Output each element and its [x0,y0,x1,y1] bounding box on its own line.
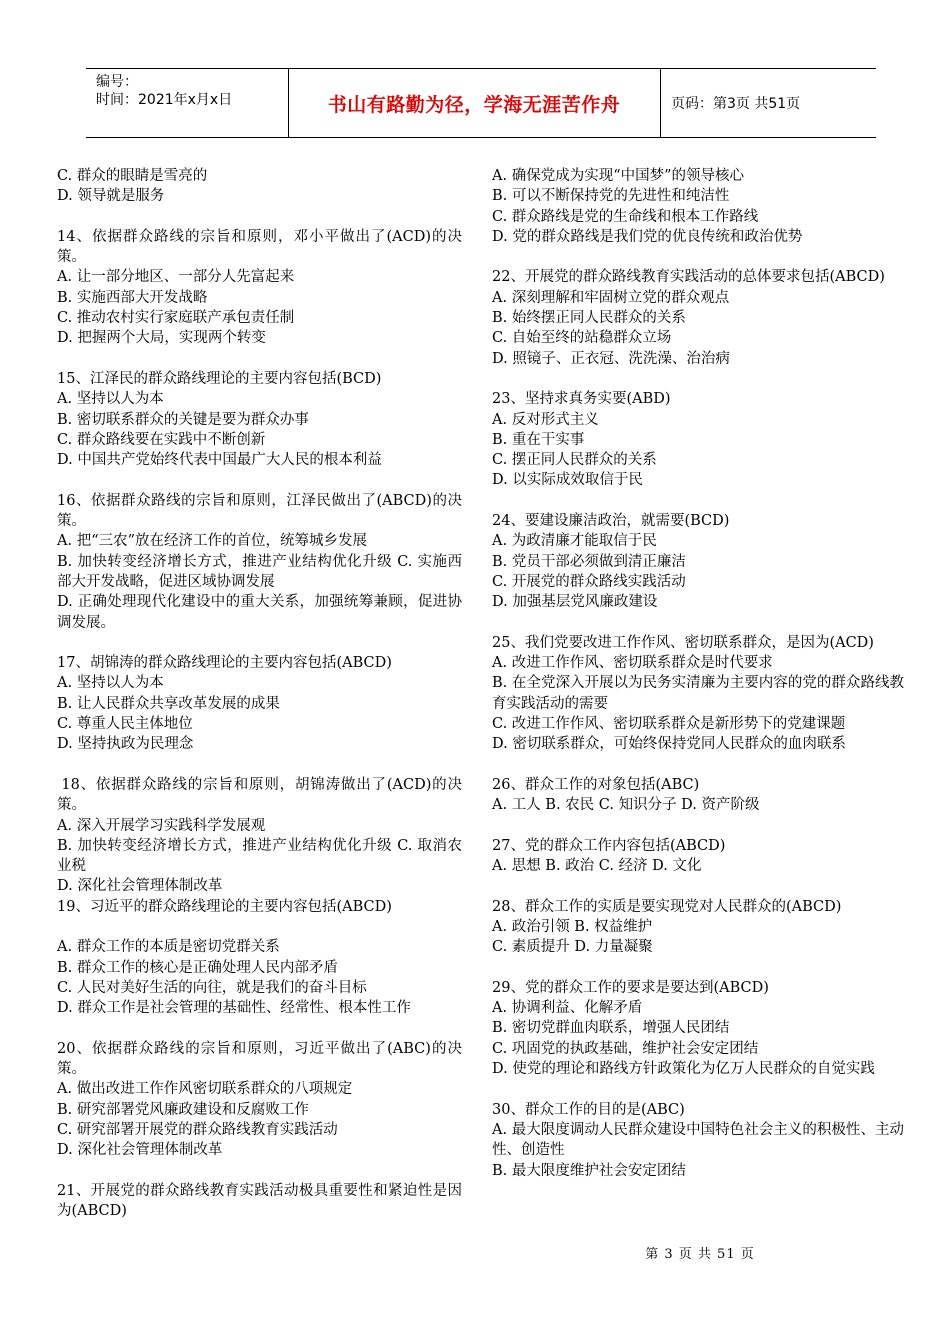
answer-option: C. 群众路线是党的生命线和根本工作路线 [492,208,759,225]
paragraph-gap [492,491,904,511]
answer-option: A. 深入开展学习实践科学发展观 [57,817,266,834]
answer-option: A. 把“三农”放在经济工作的首位，统筹城乡发展 [57,533,368,550]
right-column [492,166,904,1181]
document-time-label: 时间：2021年x月x日 [96,92,233,108]
answer-option: A. 反对形式主义 [492,411,599,428]
paragraph-gap [57,917,462,937]
answer-option: A. 坚持以人为本 [57,391,164,408]
answer-option: D. 领导就是服务 [57,188,165,205]
answer-option: A. 工人 B. 农民 C. 知识分子 D. 资产阶级 [492,797,760,814]
paragraph-gap [492,369,904,389]
answer-option: D. 正确处理现代化建设中的重大关系，加强统筹兼顾，促进协调发展。 [57,594,462,631]
answer-option: D. 深化社会管理体制改革 [57,1142,223,1159]
paragraph-gap [492,958,904,978]
answer-option: B. 可以不断保持党的先进性和纯洁性 [492,188,730,205]
paragraph-gap [57,1161,462,1181]
paragraph-gap [492,876,904,896]
answer-option: A. 做出改进工作作风密切联系群众的八项规定 [57,1081,353,1098]
answer-option: C. 自始至终的站稳群众立场 [492,330,672,347]
answer-option: D. 以实际成效取信于民 [492,472,643,489]
answer-option: D. 把握两个大局，实现两个转变 [57,330,266,347]
paragraph-gap [492,247,904,267]
answer-option: A. 坚持以人为本 [57,675,164,692]
answer-option: B. 密切党群血肉联系，增强人民团结 [492,1020,730,1037]
answer-option: C. 尊重人民主体地位 [57,716,193,733]
answer-option: A. 为政清廉才能取信于民 [492,533,657,550]
question-stem: 19、习近平的群众路线理论的主要内容包括(ABCD) [57,898,392,915]
question-stem: 17、胡锦涛的群众路线理论的主要内容包括(ABCD) [57,655,392,672]
answer-option: D. 深化社会管理体制改革 [57,878,223,895]
question-stem: 16、依据群众路线的宗旨和原则，江泽民做出了(ABCD)的决策。 [57,492,462,530]
question-stem: 24、要建设廉洁政治，就需要(BCD) [492,513,730,530]
question-stem: 29、党的群众工作的要求是要达到(ABCD) [492,979,769,996]
header-page-number: 页码：第3页 共51页 [671,96,801,112]
paragraph-gap [57,1018,462,1038]
paragraph-gap [492,613,904,633]
answer-option: B. 实施西部大开发战略 [57,289,208,306]
question-stem: 27、党的群众工作内容包括(ABCD) [492,837,726,854]
page-footer: 第 3 页 共 51 页 [645,1247,755,1262]
paragraph-gap [492,1079,904,1099]
question-stem: 18、依据群众路线的宗旨和原则，胡锦涛做出了(ACD)的决策。 [57,776,462,814]
question-stem: 21、开展党的群众路线教育实践活动极具重要性和紧迫性是因为(ABCD) [57,1182,462,1220]
answer-option: D. 中国共产党始终代表中国最广大人民的根本利益 [57,452,382,469]
question-stem: 15、江泽民的群众路线理论的主要内容包括(BCD) [57,370,382,387]
question-stem: 23、坚持求真务实要(ABD) [492,391,671,408]
answer-option: B. 研究部署党风廉政建设和反腐败工作 [57,1101,309,1118]
answer-option: C. 改进工作作风、密切联系群众是新形势下的党建课题 [492,716,846,733]
answer-option: A. 让一部分地区、一部分人先富起来 [57,269,295,286]
question-stem: 20、依据群众路线的宗旨和原则，习近平做出了(ABC)的决策。 [57,1040,462,1078]
paragraph-gap [492,816,904,836]
page-header [86,68,876,138]
answer-option: D. 坚持执政为民理念 [57,736,194,753]
header-motto-cell [288,69,661,137]
paragraph-gap [57,207,462,227]
answer-option: C. 素质提升 D. 力量凝聚 [492,939,653,956]
answer-option: B. 党员干部必须做到清正廉洁 [492,553,686,570]
answer-option: B. 加快转变经济增长方式，推进产业结构优化升级 C. 取消农业税 [57,837,462,875]
answer-option: B. 密切联系群众的关键是要为群众办事 [57,411,309,428]
answer-option: A. 思想 B. 政治 C. 经济 D. 文化 [492,858,702,875]
question-stem: 28、群众工作的实质是要实现党对人民群众的(ABCD) [492,898,842,915]
document-number-label: 编号： [96,74,138,90]
left-column [57,166,462,1221]
answer-option: B. 加快转变经济增长方式，推进产业结构优化升级 C. 实施西部大开发战略，促进区域协调发展 [57,553,462,590]
paragraph-gap [57,755,462,775]
answer-option: C. 巩固党的执政基础，维护社会安定团结 [492,1040,759,1057]
question-stem: 22、开展党的群众路线教育实践活动的总体要求包括(ABCD) [492,269,885,286]
answer-option: A. 最大限度调动人民群众建设中国特色社会主义的积极性、主动性、创造性 [492,1121,904,1159]
answer-option: C. 推动农村实行家庭联产承包责任制 [57,310,295,327]
header-motto: 书山有路勤为径，学海无涯苦作舟 [327,94,621,116]
answer-option: C. 开展党的群众路线实践活动 [492,573,686,590]
answer-option: D. 党的群众路线是我们党的优良传统和政治优势 [492,228,803,245]
answer-option: D. 使党的理论和路线方针政策化为亿万人民群众的自觉实践 [492,1061,875,1078]
paragraph-gap [492,755,904,775]
answer-option: A. 改进工作作风、密切联系群众是时代要求 [492,655,773,672]
answer-option: C. 摆正同人民群众的关系 [492,452,657,469]
answer-option: D. 加强基层党风廉政建设 [492,594,658,611]
question-stem: 30、群众工作的目的是(ABC) [492,1101,685,1118]
answer-option: A. 确保党成为实现“中国梦”的领导核心 [492,168,745,184]
paragraph-gap [57,470,462,490]
answer-option: A. 深刻理解和牢固树立党的群众观点 [492,289,730,306]
paragraph-gap [57,633,462,653]
answer-option: B. 重在干实事 [492,431,585,448]
answer-option: B. 最大限度维护社会安定团结 [492,1162,686,1179]
answer-option: B. 群众工作的核心是正确处理人民内部矛盾 [57,959,338,976]
answer-option: C. 群众的眼睛是雪亮的 [57,168,208,184]
answer-option: A. 群众工作的本质是密切党群关系 [57,939,280,956]
answer-option: B. 让人民群众共享改革发展的成果 [57,695,280,712]
answer-option: A. 协调利益、化解矛盾 [492,1000,643,1017]
header-page-cell [661,69,876,137]
answer-option: B. 始终摆正同人民群众的关系 [492,310,686,327]
answer-option: D. 群众工作是社会管理的基础性、经常性、根本性工作 [57,1000,411,1017]
answer-option: D. 密切联系群众，可始终保持党同人民群众的血肉联系 [492,736,846,753]
answer-option: B. 在全党深入开展以为民务实清廉为主要内容的党的群众路线教育实践活动的需要 [492,675,904,712]
answer-option: C. 群众路线要在实践中不断创新 [57,431,266,448]
answer-option: C. 研究部署开展党的群众路线教育实践活动 [57,1121,338,1138]
paragraph-gap [57,349,462,369]
question-stem: 26、群众工作的对象包括(ABC) [492,776,700,793]
answer-option: A. 政治引领 B. 权益维护 [492,918,653,935]
question-stem: 25、我们党要改进工作作风、密切联系群众，是因为(ACD) [492,634,874,651]
question-stem: 14、依据群众路线的宗旨和原则，邓小平做出了(ACD)的决策。 [57,228,462,266]
answer-option: C. 人民对美好生活的向往，就是我们的奋斗目标 [57,979,367,996]
answer-option: D. 照镜子、正衣冠、洗洗澡、治治病 [492,350,730,367]
header-info-cell [86,69,289,137]
